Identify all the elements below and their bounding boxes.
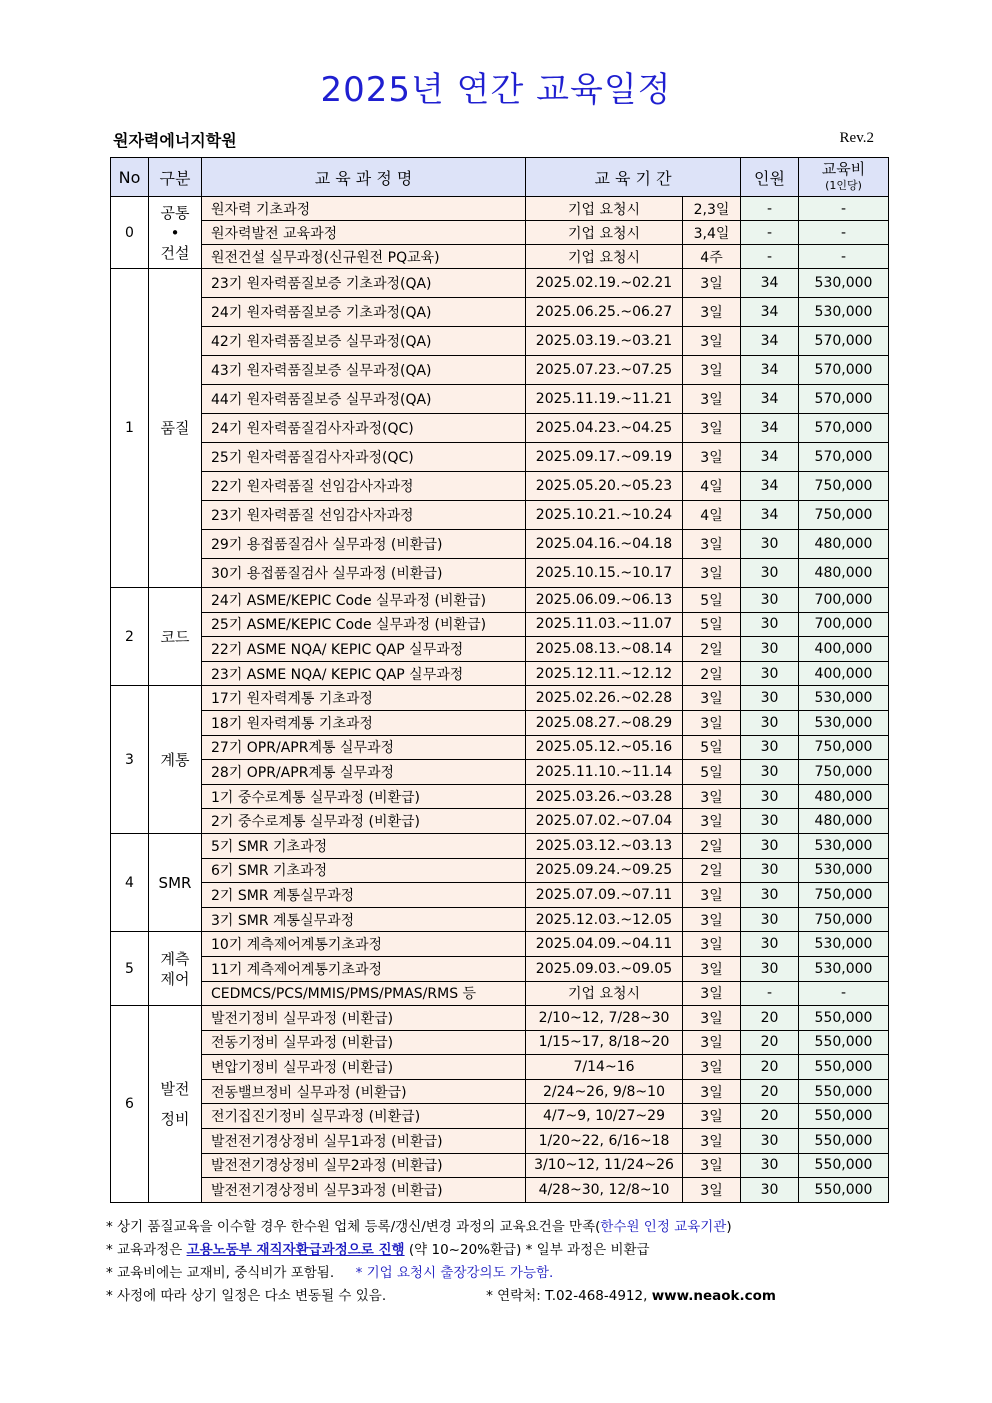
course-fee: 570,000 (799, 443, 889, 472)
table-row (111, 443, 889, 472)
course-fee: 530,000 (799, 269, 889, 298)
course-fee: 700,000 (799, 612, 889, 637)
course-capacity: - (741, 197, 799, 221)
table-header-row (111, 158, 889, 197)
course-period: 2025.07.09.~07.11 (526, 883, 683, 908)
website-link[interactable]: www.neaok.com (651, 1288, 776, 1304)
course-duration: 5일 (683, 760, 741, 785)
course-capacity: 30 (741, 530, 799, 559)
course-period: 기업 요청시 (526, 245, 683, 269)
course-name: 전기집진기정비 실무과정 (비환급) (202, 1104, 526, 1129)
table-row (111, 809, 889, 834)
course-name: 2기 SMR 계통실무과정 (202, 883, 526, 908)
course-capacity: 20 (741, 1030, 799, 1055)
course-period: 2025.09.24.~09.25 (526, 858, 683, 883)
course-period: 2025.06.25.~06.27 (526, 298, 683, 327)
course-capacity: 30 (741, 612, 799, 637)
table-row (111, 883, 889, 908)
course-name: 29기 용접품질검사 실무과정 (비환급) (202, 530, 526, 559)
table-row (111, 760, 889, 785)
course-duration: 3일 (683, 1006, 741, 1031)
course-capacity: 34 (741, 327, 799, 356)
course-duration: 3일 (683, 784, 741, 809)
course-capacity: 20 (741, 1079, 799, 1104)
course-name: 30기 용접품질검사 실무과정 (비환급) (202, 559, 526, 588)
course-name: 24기 원자력품질검사자과정(QC) (202, 414, 526, 443)
table-row (111, 1079, 889, 1104)
course-fee: 750,000 (799, 907, 889, 932)
course-capacity: 20 (741, 1006, 799, 1031)
table-row (111, 559, 889, 588)
course-period: 1/15~17, 8/18~20 (526, 1030, 683, 1055)
course-period: 2025.08.13.~08.14 (526, 637, 683, 662)
course-duration: 2,3일 (683, 197, 741, 221)
header-fee: 교육비 (1인당) (799, 158, 889, 197)
group-number: 0 (111, 197, 149, 269)
course-name: 24기 ASME/KEPIC Code 실무과정 (비환급) (202, 588, 526, 613)
course-period: 2025.07.02.~07.04 (526, 809, 683, 834)
course-fee: 750,000 (799, 883, 889, 908)
course-duration: 3일 (683, 385, 741, 414)
course-duration: 3일 (683, 356, 741, 385)
course-duration: 4일 (683, 472, 741, 501)
course-capacity: 30 (741, 735, 799, 760)
course-period: 2025.06.09.~06.13 (526, 588, 683, 613)
course-period: 2025.05.12.~05.16 (526, 735, 683, 760)
course-fee: 530,000 (799, 833, 889, 858)
course-fee: 570,000 (799, 327, 889, 356)
course-capacity: 30 (741, 809, 799, 834)
course-duration: 4주 (683, 245, 741, 269)
table-row (111, 1055, 889, 1080)
course-fee: 550,000 (799, 1030, 889, 1055)
category-label: 발전 (160, 1079, 190, 1098)
course-fee: 750,000 (799, 472, 889, 501)
course-fee: 550,000 (799, 1129, 889, 1154)
course-fee: 530,000 (799, 686, 889, 711)
group-category (149, 833, 202, 931)
category-label: 공통 (160, 203, 190, 222)
course-name: 원자력발전 교육과정 (202, 221, 526, 245)
course-period: 기업 요청시 (526, 981, 683, 1006)
course-capacity: 30 (741, 686, 799, 711)
course-period: 2025.05.20.~05.23 (526, 472, 683, 501)
group-number: 2 (111, 588, 149, 686)
table-row (111, 1153, 889, 1178)
table-row (111, 932, 889, 957)
course-capacity: 30 (741, 661, 799, 686)
course-period: 1/20~22, 6/16~18 (526, 1129, 683, 1154)
course-fee: - (799, 221, 889, 245)
course-capacity: 34 (741, 443, 799, 472)
group-number: 3 (111, 686, 149, 834)
course-period: 2025.10.21.~10.24 (526, 501, 683, 530)
course-period: 2025.04.09.~04.11 (526, 932, 683, 957)
course-period: 2025.11.10.~11.14 (526, 760, 683, 785)
course-duration: 4일 (683, 501, 741, 530)
course-fee: 480,000 (799, 530, 889, 559)
table-row (111, 501, 889, 530)
table-row (111, 414, 889, 443)
organization-name: 원자력에너지학원 (113, 131, 237, 150)
table-row (111, 298, 889, 327)
table-row (111, 981, 889, 1006)
course-fee: - (799, 981, 889, 1006)
course-fee: 400,000 (799, 661, 889, 686)
course-period: 2025.03.12.~03.13 (526, 833, 683, 858)
course-capacity: 30 (741, 883, 799, 908)
category-label: 계통 (160, 750, 190, 769)
course-capacity: 30 (741, 1178, 799, 1203)
course-capacity: 34 (741, 385, 799, 414)
course-duration: 3일 (683, 981, 741, 1006)
course-duration: 3일 (683, 1055, 741, 1080)
course-duration: 5일 (683, 735, 741, 760)
table-row (111, 1178, 889, 1203)
course-duration: 3일 (683, 327, 741, 356)
course-capacity: 30 (741, 1153, 799, 1178)
course-capacity: 30 (741, 858, 799, 883)
category-label: 정비 (160, 1109, 190, 1128)
course-capacity: - (741, 245, 799, 269)
table-row (111, 269, 889, 298)
course-name: 25기 원자력품질검사자과정(QC) (202, 443, 526, 472)
course-duration: 3일 (683, 956, 741, 981)
course-name: 24기 원자력품질보증 기초과정(QA) (202, 298, 526, 327)
header-category: 구분 (149, 158, 202, 197)
table-row (111, 1104, 889, 1129)
course-capacity: 30 (741, 833, 799, 858)
note-1: * 상기 품질교육을 이수할 경우 한수원 업체 등록/갱신/변경 과정의 교육요건을 만족(한수원 인정 교육기관) (106, 1219, 732, 1235)
course-fee: 550,000 (799, 1079, 889, 1104)
table-row (111, 1129, 889, 1154)
course-capacity: - (741, 981, 799, 1006)
course-name: 6기 SMR 기초과정 (202, 858, 526, 883)
table-row (111, 221, 889, 245)
course-name: 원자력 기초과정 (202, 197, 526, 221)
table-row (111, 735, 889, 760)
course-period: 기업 요청시 (526, 221, 683, 245)
category-label: 계측 (160, 949, 190, 968)
course-capacity: 30 (741, 588, 799, 613)
table-row (111, 637, 889, 662)
course-name: 발전전기경상정비 실무3과정 (비환급) (202, 1178, 526, 1203)
group-category (149, 197, 202, 269)
table-row (111, 245, 889, 269)
course-period: 기업 요청시 (526, 197, 683, 221)
course-duration: 3일 (683, 530, 741, 559)
course-duration: 3일 (683, 907, 741, 932)
course-name: 3기 SMR 계통실무과정 (202, 907, 526, 932)
table-row (111, 588, 889, 613)
group-number: 5 (111, 932, 149, 1006)
group-category (149, 1006, 202, 1203)
course-duration: 3일 (683, 1030, 741, 1055)
table-row (111, 530, 889, 559)
course-name: 23기 원자력품질 선임감사자과정 (202, 501, 526, 530)
revision-label: Rev.2 (839, 130, 874, 146)
course-name: 발전전기경상정비 실무2과정 (비환급) (202, 1153, 526, 1178)
table-row (111, 327, 889, 356)
course-name: 1기 중수로계통 실무과정 (비환급) (202, 784, 526, 809)
table-row (111, 833, 889, 858)
course-name: 변압기정비 실무과정 (비환급) (202, 1055, 526, 1080)
course-period: 2/10~12, 7/28~30 (526, 1006, 683, 1031)
course-capacity: 30 (741, 907, 799, 932)
group-number: 6 (111, 1006, 149, 1203)
category-label: • (170, 223, 180, 242)
course-period: 2025.02.19.~02.21 (526, 269, 683, 298)
course-period: 7/14~16 (526, 1055, 683, 1080)
course-capacity: 30 (741, 637, 799, 662)
table-row (111, 197, 889, 221)
group-category (149, 932, 202, 1006)
course-capacity: 20 (741, 1055, 799, 1080)
course-period: 2025.11.03.~11.07 (526, 612, 683, 637)
course-duration: 5일 (683, 612, 741, 637)
table-body (111, 197, 889, 1203)
course-fee: - (799, 245, 889, 269)
course-duration: 3일 (683, 414, 741, 443)
category-label: 제어 (160, 969, 190, 988)
note-3: * 교육비에는 교재비, 중식비가 포함됨. * 기업 요청시 출장강의도 가능함. (106, 1265, 554, 1281)
header-period: 교 육 기 간 (526, 158, 741, 197)
course-fee: - (799, 197, 889, 221)
course-fee: 750,000 (799, 760, 889, 785)
header-course: 교 육 과 정 명 (202, 158, 526, 197)
course-name: 43기 원자력품질보증 실무과정(QA) (202, 356, 526, 385)
course-name: 23기 ASME NQA/ KEPIC QAP 실무과정 (202, 661, 526, 686)
course-capacity: 30 (741, 956, 799, 981)
course-name: CEDMCS/PCS/MMIS/PMS/PMAS/RMS 등 (202, 981, 526, 1006)
course-fee: 550,000 (799, 1104, 889, 1129)
table-row (111, 784, 889, 809)
page-title: 2025년 연간 교육일정 (320, 70, 672, 110)
course-fee: 480,000 (799, 784, 889, 809)
course-fee: 570,000 (799, 356, 889, 385)
course-duration: 3일 (683, 1079, 741, 1104)
table-row (111, 385, 889, 414)
course-name: 전동기정비 실무과정 (비환급) (202, 1030, 526, 1055)
course-name: 11기 계측제어계통기초과정 (202, 956, 526, 981)
group-number: 1 (111, 269, 149, 588)
table-row (111, 612, 889, 637)
course-capacity: 30 (741, 710, 799, 735)
course-fee: 550,000 (799, 1153, 889, 1178)
note-2: * 교육과정은 고용노동부 재직자환급과정으로 진행 (약 10~20%환급) * 일부 과정은 비환급 (106, 1242, 650, 1258)
course-capacity: 34 (741, 472, 799, 501)
category-label: 건설 (160, 243, 190, 262)
course-name: 발전전기경상정비 실무1과정 (비환급) (202, 1129, 526, 1154)
note-4: * 사정에 따라 상기 일정은 다소 변동될 수 있음. * 연락처: T.02-468-4912, www.neaok.com (106, 1288, 776, 1304)
table-row (111, 710, 889, 735)
course-fee: 550,000 (799, 1178, 889, 1203)
table-row (111, 686, 889, 711)
course-name: 23기 원자력품질보증 기초과정(QA) (202, 269, 526, 298)
course-duration: 3일 (683, 932, 741, 957)
course-capacity: 30 (741, 932, 799, 957)
table-row (111, 661, 889, 686)
course-name: 17기 원자력계통 기초과정 (202, 686, 526, 711)
table-row (111, 907, 889, 932)
course-name: 22기 원자력품질 선임감사자과정 (202, 472, 526, 501)
course-name: 25기 ASME/KEPIC Code 실무과정 (비환급) (202, 612, 526, 637)
course-duration: 3,4일 (683, 221, 741, 245)
course-duration: 3일 (683, 710, 741, 735)
course-period: 2025.09.03.~09.05 (526, 956, 683, 981)
course-name: 18기 원자력계통 기초과정 (202, 710, 526, 735)
course-fee: 530,000 (799, 710, 889, 735)
course-name: 44기 원자력품질보증 실무과정(QA) (202, 385, 526, 414)
course-period: 2025.02.26.~02.28 (526, 686, 683, 711)
table-row (111, 356, 889, 385)
course-period: 2025.10.15.~10.17 (526, 559, 683, 588)
course-period: 4/28~30, 12/8~10 (526, 1178, 683, 1203)
course-period: 2025.12.11.~12.12 (526, 661, 683, 686)
course-capacity: - (741, 221, 799, 245)
course-period: 2025.09.17.~09.19 (526, 443, 683, 472)
course-name: 42기 원자력품질보증 실무과정(QA) (202, 327, 526, 356)
schedule-table (110, 157, 889, 1203)
course-capacity: 30 (741, 1129, 799, 1154)
course-duration: 3일 (683, 686, 741, 711)
course-duration: 5일 (683, 588, 741, 613)
course-fee: 700,000 (799, 588, 889, 613)
table-row (111, 858, 889, 883)
course-duration: 3일 (683, 443, 741, 472)
course-name: 원전건설 실무과정(신규원전 PQ교육) (202, 245, 526, 269)
course-duration: 3일 (683, 883, 741, 908)
course-fee: 550,000 (799, 1006, 889, 1031)
course-fee: 530,000 (799, 298, 889, 327)
table-row (111, 1006, 889, 1031)
course-duration: 3일 (683, 1178, 741, 1203)
course-fee: 570,000 (799, 414, 889, 443)
footnotes (106, 1216, 776, 1308)
course-period: 2/24~26, 9/8~10 (526, 1079, 683, 1104)
course-duration: 2일 (683, 858, 741, 883)
header-people: 인원 (741, 158, 799, 197)
course-duration: 2일 (683, 661, 741, 686)
course-period: 2025.03.19.~03.21 (526, 327, 683, 356)
course-name: 전동밸브정비 실무과정 (비환급) (202, 1079, 526, 1104)
course-period: 2025.12.03.~12.05 (526, 907, 683, 932)
course-name: 10기 계측제어계통기초과정 (202, 932, 526, 957)
course-period: 2025.04.16.~04.18 (526, 530, 683, 559)
course-capacity: 34 (741, 414, 799, 443)
course-fee: 480,000 (799, 559, 889, 588)
group-number: 4 (111, 833, 149, 931)
course-period: 4/7~9, 10/27~29 (526, 1104, 683, 1129)
course-name: 발전기정비 실무과정 (비환급) (202, 1006, 526, 1031)
course-fee: 570,000 (799, 385, 889, 414)
course-period: 3/10~12, 11/24~26 (526, 1153, 683, 1178)
course-period: 2025.08.27.~08.29 (526, 710, 683, 735)
course-name: 22기 ASME NQA/ KEPIC QAP 실무과정 (202, 637, 526, 662)
table-row (111, 1030, 889, 1055)
course-period: 2025.04.23.~04.25 (526, 414, 683, 443)
course-duration: 3일 (683, 1153, 741, 1178)
course-capacity: 30 (741, 760, 799, 785)
category-label: SMR (158, 873, 192, 892)
course-duration: 3일 (683, 269, 741, 298)
course-fee: 530,000 (799, 956, 889, 981)
course-name: 28기 OPR/APR계통 실무과정 (202, 760, 526, 785)
course-fee: 530,000 (799, 858, 889, 883)
course-capacity: 34 (741, 501, 799, 530)
category-label: 품질 (160, 419, 190, 437)
course-duration: 3일 (683, 1104, 741, 1129)
group-category (149, 686, 202, 834)
course-duration: 2일 (683, 637, 741, 662)
category-label: 코드 (160, 627, 190, 646)
course-duration: 3일 (683, 1129, 741, 1154)
course-duration: 3일 (683, 559, 741, 588)
course-duration: 3일 (683, 809, 741, 834)
table-row (111, 956, 889, 981)
header-no: No (111, 158, 149, 197)
course-duration: 3일 (683, 298, 741, 327)
course-capacity: 20 (741, 1104, 799, 1129)
course-name: 5기 SMR 기초과정 (202, 833, 526, 858)
course-period: 2025.11.19.~11.21 (526, 385, 683, 414)
course-fee: 750,000 (799, 735, 889, 760)
course-capacity: 34 (741, 269, 799, 298)
course-name: 27기 OPR/APR계통 실무과정 (202, 735, 526, 760)
course-fee: 400,000 (799, 637, 889, 662)
group-category (149, 269, 202, 588)
table-row (111, 472, 889, 501)
group-category (149, 588, 202, 686)
course-fee: 480,000 (799, 809, 889, 834)
course-capacity: 34 (741, 298, 799, 327)
course-capacity: 30 (741, 784, 799, 809)
course-capacity: 34 (741, 356, 799, 385)
course-capacity: 30 (741, 559, 799, 588)
course-fee: 550,000 (799, 1055, 889, 1080)
course-fee: 750,000 (799, 501, 889, 530)
course-period: 2025.07.23.~07.25 (526, 356, 683, 385)
course-name: 2기 중수로계통 실무과정 (비환급) (202, 809, 526, 834)
course-duration: 2일 (683, 833, 741, 858)
course-period: 2025.03.26.~03.28 (526, 784, 683, 809)
course-fee: 530,000 (799, 932, 889, 957)
